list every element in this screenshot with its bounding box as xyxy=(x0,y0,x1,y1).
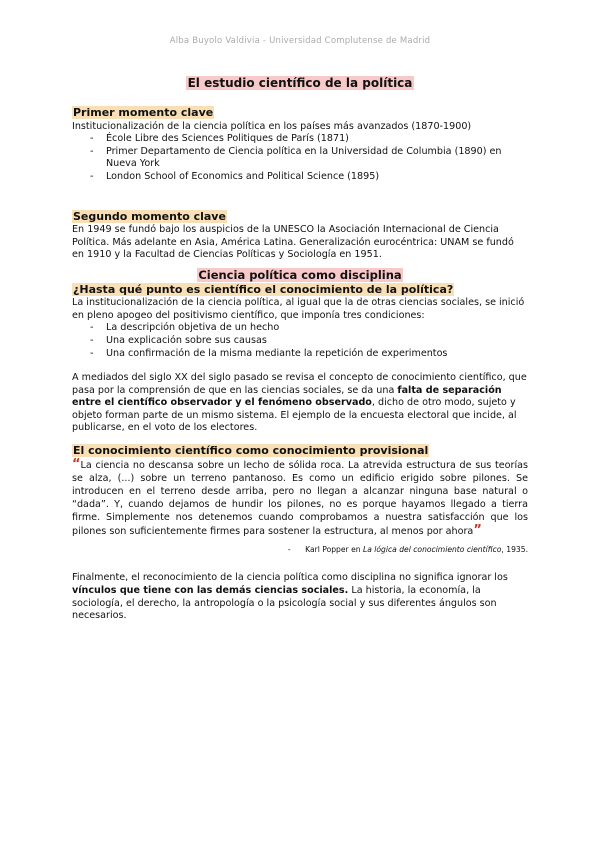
section1-intro: Institucionalización de la ciencia política en los países más avanzados (1870-1900) xyxy=(72,120,472,132)
section4-heading: El conocimiento científico como conocimiento provisional xyxy=(73,444,429,458)
section3-intro: La institucionalización de la ciencia política, al igual que la de otras ciencias sociales, se inició en pleno apogeo del positivismo científico, que imponía tres condiciones: xyxy=(72,297,525,321)
section-provisional xyxy=(72,445,528,623)
title-wrap xyxy=(0,72,600,91)
quote-citation xyxy=(72,544,528,557)
section2-text: En 1949 se fundó bajo los auspicios de la UNESCO la Asociación Internacional de Ciencia Política. Más adelante en Asia, América Latina. Generalización eurocéntrica: UNAM se fundó en 1910 y la Facultad de Ciencias Políticas y Sociología en 1951. xyxy=(72,224,514,261)
para-bold: falta de separación entre el científico observador y el fenómeno observado xyxy=(72,384,502,409)
final-text-a: Finalmente, el reconocimiento de la ciencia política como disciplina no significa ignorar los xyxy=(72,572,508,584)
final-text-b: La historia, la economía, la sociología, el derecho, la antropología o la psicología social y sus diferentes ángulos son necesarios. xyxy=(72,585,497,622)
section-segundo-momento xyxy=(72,211,528,262)
cite-author: Karl Popper en xyxy=(305,544,363,554)
section3-paragraph xyxy=(72,372,528,435)
section1-heading: Primer momento clave xyxy=(73,106,214,119)
page-header: Alba Buyolo Valdivia - Universidad Complutense de Madrid xyxy=(169,36,431,46)
popper-quote xyxy=(72,456,528,538)
para-text-b: , dicho de otro modo, sujeto y objeto forman parte de un mismo sistema. El ejemplo de la encuesta electoral que incide, al publicarse, en el voto de los electores. xyxy=(72,397,517,434)
list-item: - Primer Departamento de Ciencia política en la Universidad de Columbia (1890) en Nueva York xyxy=(72,146,528,171)
close-quote-mark: ” xyxy=(473,522,482,538)
cite-dash: - xyxy=(287,544,291,554)
list-item: - La descripción objetiva de un hecho xyxy=(72,322,528,335)
final-paragraph xyxy=(72,572,528,622)
para-text-a: A mediados del siglo XX del siglo pasado se revisa el concepto de conocimiento científico, que pasa por la comprensión de que en las ciencias sociales, se da una xyxy=(72,372,527,396)
list-item: - Una confirmación de la misma mediante la repetición de experimentos xyxy=(72,348,528,361)
document-body xyxy=(72,107,528,623)
section2-heading: Segundo momento clave xyxy=(73,209,226,223)
quote-text: La ciencia no descansa sobre un lecho de sólida roca. La atrevida estructura de sus teorías se alza, (...) sobre un terreno pantanoso. Es como un edificio erigido sobre pilones. Se introducen en el terreno desde arriba, pero no llegan a alcanzar ninguna base natural o “dada”. Y, cuando dejamos de hundir los pilones, no es porque hayamos llegado a tierra firme. Simplemente nos detenemos cuando comprobamos a nuestra satisfacción que los pilones son suficientemente firmes para sostener la estructura, al menos por ahora xyxy=(72,459,528,537)
list-item: - École Libre des Sciences Politiques de París (1871) xyxy=(72,133,528,146)
cite-work: La lógica del conocimiento científico xyxy=(363,544,502,554)
open-quote-mark: “ xyxy=(72,456,81,472)
list-item: - Una explicación sobre sus causas xyxy=(72,335,528,348)
section3-heading-wrap xyxy=(72,269,528,284)
section3-list xyxy=(72,322,528,360)
final-bold: vínculos que tiene con las demás ciencias sociales. xyxy=(72,585,349,597)
section3-heading: Ciencia política como disciplina xyxy=(198,267,402,282)
section-primer-momento xyxy=(72,107,528,184)
list-item: - London School of Economics and Political Science (1895) xyxy=(72,171,528,184)
cite-year: , 1935. xyxy=(501,544,528,554)
section-disciplina xyxy=(72,269,528,435)
document-title: El estudio científico de la política xyxy=(187,76,413,90)
section1-list xyxy=(72,133,528,183)
section3-subheading: ¿Hasta qué punto es científico el conocimiento de la política? xyxy=(73,282,454,296)
